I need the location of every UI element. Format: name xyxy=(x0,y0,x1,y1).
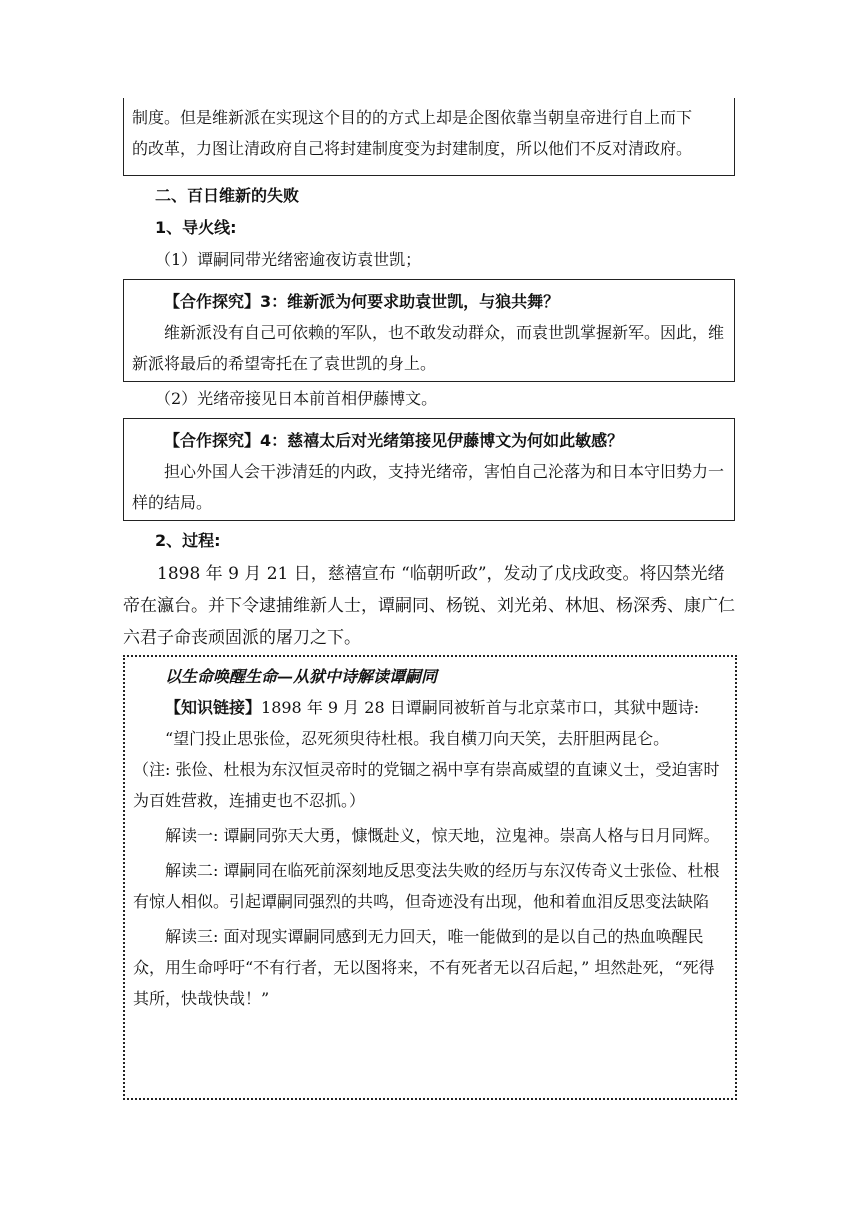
poem-note: （注: 张俭、杜根为东汉恒灵帝时的党锢之祸中享有崇高威望的直谏义士，受迫害时为百姓营救，连捕吏也不忍抓。） xyxy=(133,760,720,810)
knowledge-link-label: 【知识链接】 xyxy=(165,698,262,717)
trigger-item-1: （1）谭嗣同带光绪密逾夜访袁世凯； xyxy=(155,250,422,269)
inquiry-3-answer: 维新派没有自己可依赖的军队，也不敢发动群众，而袁世凯掌握新军。因此，维新派将最后的希望寄托在了袁世凯的身上。 xyxy=(132,323,725,373)
continued-line-1: 制度。但是维新派在实现这个目的的方式上却是企图依靠当朝皇帝进行自上而下 xyxy=(132,108,693,127)
inquiry-4-title: 【合作探究】4：慈禧太后对光绪第接见伊藤博文为何如此敏感？ xyxy=(164,431,624,450)
knowledge-link-text: 1898 年 9 月 28 日谭嗣同被斩首与北京菜市口，其狱中题诗: xyxy=(261,698,700,717)
inquiry-4-answer: 担心外国人会干涉清廷的内政，支持光绪帝，害怕自己沦落为和日本守旧势力一样的结局。 xyxy=(132,462,725,512)
prison-poem: “望门投止思张俭，忍死须臾待杜根。我自横刀向天笑，去肝胆两昆仑。 xyxy=(165,729,670,748)
continued-text-box xyxy=(123,98,735,176)
inquiry-box-4 xyxy=(123,418,735,521)
process-paragraph: 1898 年 9 月 21 日，慈禧宣布 “临朝听政”，发动了戊戌政变。将囚禁光绪帝在瀛台。并下令逮捕维新人士，谭嗣同、杨锐、刘光弟、林旭、杨深秀、康广仁六君子命丧顽固派的屠刀之下。 xyxy=(123,564,735,648)
reading-three: 解读三: 面对现实谭嗣同感到无力回天，唯一能做到的是以自己的热血唤醒民众，用生命呼吁“不有行者，无以图将来，不有死者无以召后起，” 坦然赴死，“死得其所，快哉快哉！” xyxy=(133,927,715,1008)
reading-two: 解读二: 谭嗣同在临死前深刻地反思变法失败的经历与东汉传奇义士张俭、杜根有惊人相似。引起谭嗣同强烈的共鸣，但奇迹没有出现，他和着血泪反思变法缺陷 xyxy=(133,861,720,911)
inquiry-3-title: 【合作探究】3：维新派为何要求助袁世凯，与狼共舞？ xyxy=(164,292,560,311)
inquiry-box-3 xyxy=(123,279,735,382)
subheading-process: 2、过程: xyxy=(155,531,221,550)
trigger-item-2: （2）光绪帝接见日本前首相伊藤博文。 xyxy=(155,389,438,408)
subheading-trigger: 1、导火线: xyxy=(155,218,237,237)
knowledge-link-box xyxy=(123,655,737,1100)
continued-line-2: 的改革，力图让清政府自己将封建制度变为封建制度，所以他们不反对清政府。 xyxy=(132,139,693,158)
reading-one: 解读一: 谭嗣同弥天大勇，慷慨赴义，惊天地，泣鬼神。崇高人格与日月同辉。 xyxy=(165,826,720,845)
section-heading: 二、百日维新的失败 xyxy=(155,186,300,205)
knowledge-link-line xyxy=(133,692,727,723)
knowledge-box-title: 以生命唤醒生命—从狱中诗解读谭嗣同 xyxy=(165,667,438,686)
